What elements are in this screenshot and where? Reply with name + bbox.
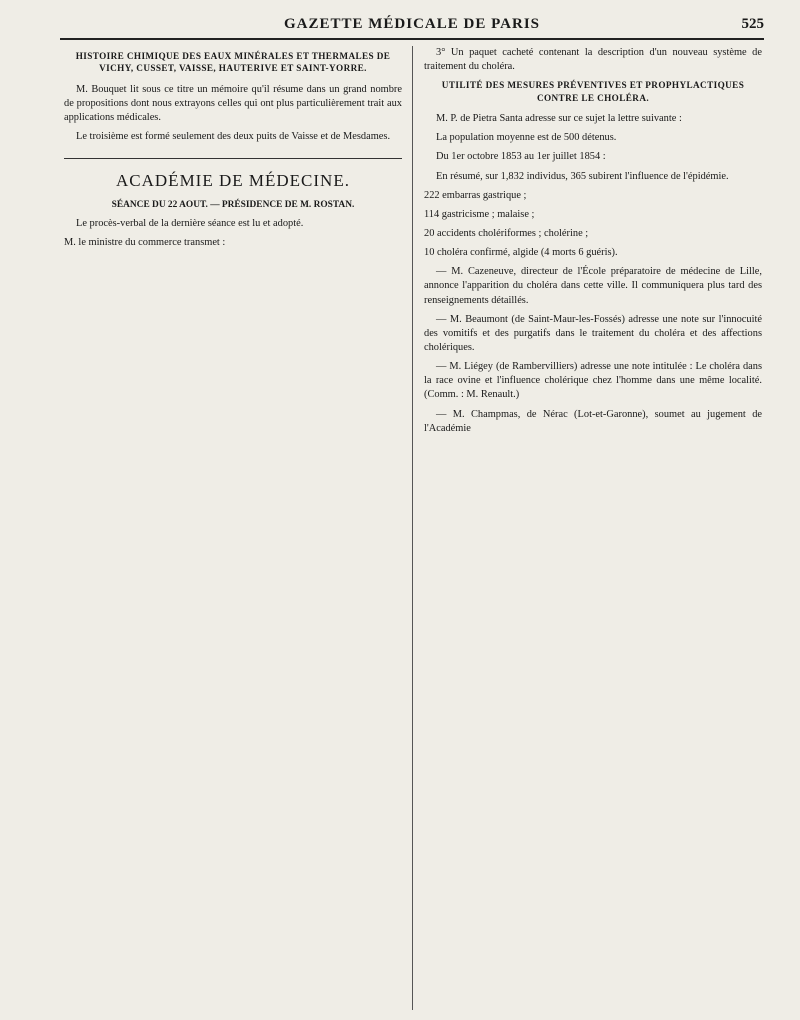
academie-title: ACADÉMIE DE MÉDECINE.: [64, 158, 402, 192]
article-heading-cholera: UTILITÉ DES MESURES PRÉVENTIVES ET PROPHYLACTIQUES CONTRE LE CHOLÉRA.: [441, 80, 745, 103]
right-column: [424, 46, 762, 441]
paragraph: — M. Beaumont (de Saint-Maur-les-Fossés) adresse une note sur l'innocuité des vomitifs et des purgatifs dans le traitement du choléra et des affections cholériques.: [424, 313, 762, 353]
statistics-line: 114 gastricisme ; malaise ;: [424, 208, 535, 220]
page-header: [60, 16, 764, 40]
statistics-line: 20 accidents cholériformes ; cholérine ;: [424, 227, 589, 239]
paragraph: — M. Cazeneuve, directeur de l'École préparatoire de médecine de Lille, annonce l'apparition du choléra dans cette ville. Il communiquera plus tard des renseignements détaillés.: [424, 266, 762, 306]
paragraph: M. le ministre du commerce transmet :: [64, 237, 226, 249]
paragraph: 3° Un paquet cacheté contenant la description d'un nouveau système de traitement du choléra.: [424, 47, 762, 73]
page-number: 525: [741, 16, 764, 32]
statistics-line: 222 embarras gastrique ;: [424, 189, 527, 201]
paragraph: — M. Liégey (de Rambervilliers) adresse une note intitulée : Le choléra dans la race ovine et l'influence cholérique chez l'homme dans une même localité. (Comm. : M. Renault.): [424, 361, 762, 401]
seance-heading: SÉANCE DU 22 AOUT. — PRÉSIDENCE DE M. ROSTAN.: [111, 199, 355, 210]
left-column: [64, 46, 402, 256]
paragraph: En résumé, sur 1,832 individus, 365 subirent l'influence de l'épidémie.: [436, 170, 729, 182]
paragraph: M. P. de Pietra Santa adresse sur ce sujet la lettre suivante :: [436, 113, 682, 125]
paragraph: — M. Champmas, de Nérac (Lot-et-Garonne), soumet au jugement de l'Académie: [424, 408, 762, 434]
paragraph: Le troisième est formé seulement des deux puits de Vaisse et de Mesdames.: [76, 131, 391, 143]
paragraph: Le procès-verbal de la dernière séance est lu et adopté.: [76, 218, 304, 230]
paragraph: La population moyenne est de 500 détenus.: [436, 132, 617, 144]
statistics-line: 10 choléra confirmé, algide (4 morts 6 guéris).: [424, 247, 618, 259]
paragraph: Du 1er octobre 1853 au 1er juillet 1854 :: [436, 151, 606, 163]
journal-title: GAZETTE MÉDICALE DE PARIS: [283, 16, 540, 32]
article-heading-vichy: HISTOIRE CHIMIQUE DES EAUX MINÉRALES ET THERMALES DE VICHY, CUSSET, VAISSE, HAUTERIVE ET SAINT-YORRE.: [75, 51, 391, 74]
column-divider: [412, 46, 413, 1010]
paragraph: M. Bouquet lit sous ce titre un mémoire qu'il résume dans un grand nombre de propositions dont nous extrayons celles qui ont plus particulièrement trait aux applications médicales.: [64, 83, 402, 124]
